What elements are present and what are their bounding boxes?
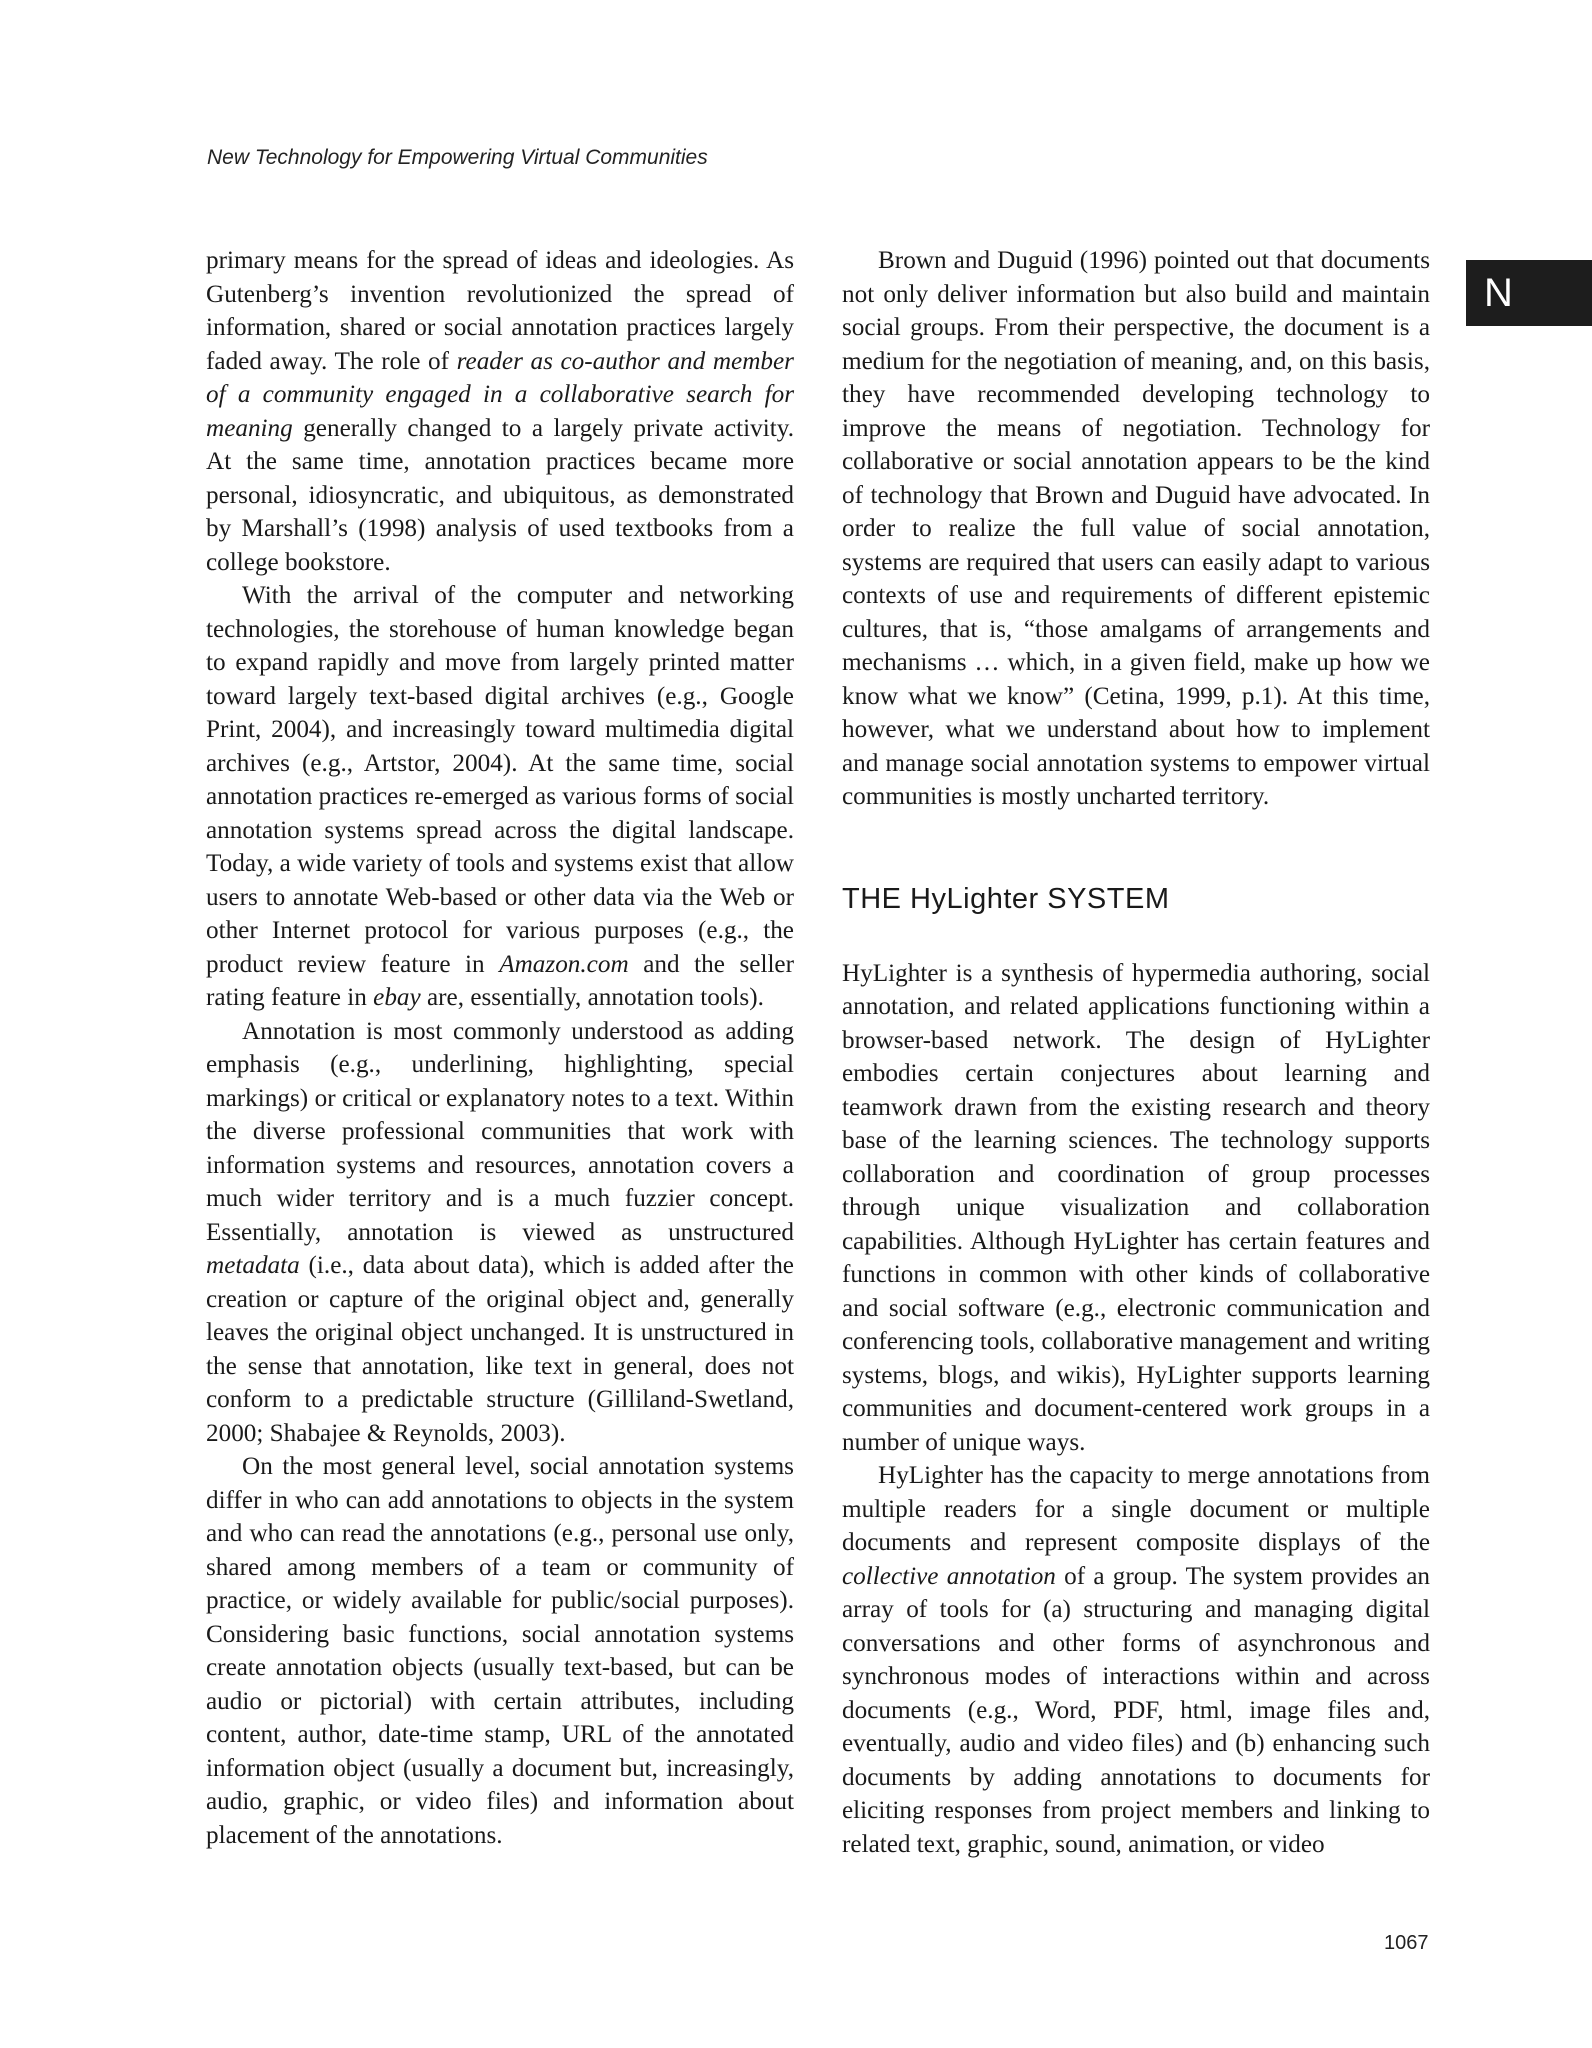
text-run: generally changed to a largely private activity. At the same time, annotation practices became more personal, idiosyncratic, and ubiquitous, as demonstrated by Marshall’s (1998) analysis of used textbooks from a college bookstore. [206,414,794,576]
italic-text: reader as co-author and member of a community engaged in a collaborative search for meaning [206,347,794,442]
running-head: New Technology for Empowering Virtual Communities [207,146,708,169]
text-run: are, essentially, annotation tools). [420,984,764,1011]
text-run: (i.e., data about data), which is added after the creation or capture of the original object and, generally leaves the original object unchanged. It is unstructured in the sense that annotation, like text in general, does not conform to a predictable structure (Gilliland-Swetland, 2000; Shabajee & Reynolds, 2003). [206,1252,794,1447]
paragraph: HyLighter is a synthesis of hypermedia authoring, social annotation, and related applications functioning within a browser-based network. The design of HyLighter embodies certain conjectures about learning and teamwork drawn from the existing research and theory base of the learning sciences. The technology supports collaboration and coordination of group processes through unique visualization and collaboration capabilities. Although HyLighter has certain features and functions in common with other kinds of collaborative and social software (e.g., electronic communication and conferencing tools, collaborative management and writing systems, blogs, and wikis), HyLighter supports learning communities and document-centered work groups in a number of unique ways. [842,959,1430,1456]
paragraph [206,244,794,579]
text-run: HyLighter has the capacity to merge annotations from multiple readers for a single document or multiple documents and represent composite displays of the [842,1462,1430,1556]
section-thumb-tab: N [1466,260,1592,326]
left-column [206,244,794,1852]
paragraph: On the most general level, social annotation systems differ in who can add annotations to objects in the system and who can read the annotations (e.g., personal use only, shared among members of a team or community of practice, or widely available for public/social purposes). Considering basic functions, social annotation systems create annotation objects (usually text-based, but can be audio or pictorial) with certain attributes, including content, author, date-time stamp, URL of the annotated information object (usually a document but, increasingly, audio, graphic, or video files) and information about placement of the annotations. [206,1453,794,1849]
right-column [842,244,1430,1861]
italic-text: Amazon.com [499,950,629,978]
section-heading: THE HyLighter SYSTEM [842,882,1170,915]
paragraph [842,1459,1430,1861]
text-run: With the arrival of the computer and networking technologies, the storehouse of human knowledge began to expand rapidly and move from largely printed matter toward largely text-based digital archives (e.g., Google Print, 2004), and increasingly toward multimedia digital archives (e.g., Artstor, 2004). At the same time, social annotation practices re-emerged as various forms of social annotation systems spread across the digital landscape. Today, a wide variety of tools and systems exist that allow users to annotate Web-based or other data via the Web or other Internet protocol for various purposes (e.g., the product review feature in [206,582,794,978]
text-run: primary means for the spread of ideas and ideologies. As Gutenberg’s invention revolutionized the spread of information, shared or social annotation practices largely faded away. The role of [206,247,794,375]
italic-text: collective annotation [842,1562,1056,1590]
italic-text: metadata [206,1252,300,1279]
text-run: of a group. The system provides an array of tools for (a) structuring and managing digital conversations and other forms of asynchronous and synchronous modes of interactions within and across documents (e.g., Word, PDF, html, image files and, eventually, audio and video files) and (b) enhancing such documents by adding annotations to documents for eliciting responses from project members and linking to related text, graphic, sound, animation, or video [842,1562,1431,1858]
text-run: and the seller rating feature in [206,950,795,1011]
paragraph: Brown and Duguid (1996) pointed out that documents not only deliver information but also build and maintain social groups. From their perspective, the document is a medium for the negotiation of meaning, and, on this basis, they have recommended developing technology to improve the means of negotiation. Technology for collaborative or social annotation appears to be the kind of technology that Brown and Duguid have advocated. In order to realize the full value of social annotation, systems are required that users can easily adapt to various contexts of use and requirements of different epistemic cultures, that is, “those amalgams of arrangements and mechanisms … which, in a given field, make up how we know what we know” (Cetina, 1999, p.1). At this time, however, what we understand about how to implement and manage social annotation systems to empower virtual communities is mostly uncharted territory. [842,247,1430,810]
text-run: Annotation is most commonly understood as adding emphasis (e.g., underlining, highlighting, special markings) or critical or explanatory notes to a text. Within the diverse professional communities that work with information systems and resources, annotation covers a much wider territory and is a much fuzzier concept. Essentially, annotation is viewed as unstructured [206,1017,794,1246]
page-number: 1067 [1384,1932,1429,1954]
paragraph [206,1015,794,1451]
italic-text: ebay [373,984,421,1011]
paragraph [206,579,794,1015]
